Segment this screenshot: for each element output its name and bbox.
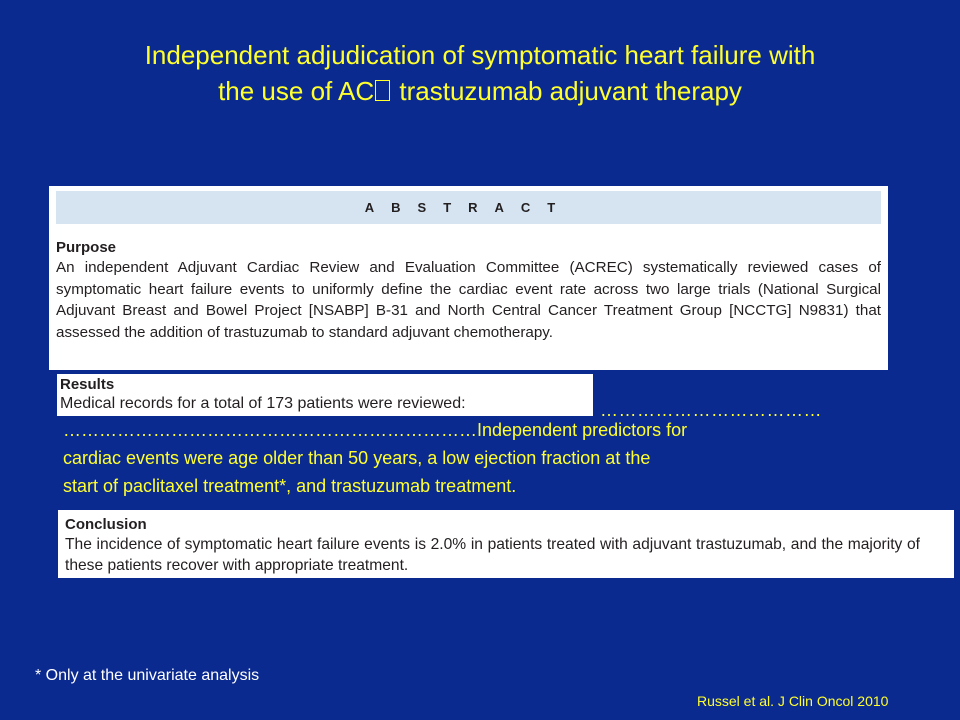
title-line-1: Independent adjudication of symptomatic heart failure with bbox=[144, 40, 816, 70]
findings-line-3: start of paclitaxel treatment*, and trastuzumab treatment. bbox=[63, 476, 517, 496]
findings-line-1-text: Independent predictors for bbox=[477, 420, 688, 440]
title-line-2 bbox=[20, 73, 940, 109]
title-line-2-start: the use of AC bbox=[218, 76, 375, 106]
slide-title bbox=[20, 37, 940, 109]
box-glyph-icon bbox=[375, 80, 390, 101]
purpose-text: An independent Adjuvant Cardiac Review and Evaluation Committee (ACREC) systematically reviewed cases of symptomatic heart failure events to uniformly define the cardiac event rate across two large trials (National Surgical Adjuvant Breast and Bowel Project [NSABP] B-31 and North Central Cancer Treatment Group [NCCTG] N9831) that assessed the addition of trastuzumab to standard adjuvant chemotherapy. bbox=[56, 259, 881, 341]
abstract-excerpt bbox=[49, 186, 888, 370]
citation: Russel et al. J Clin Oncol 2010 bbox=[697, 693, 889, 709]
conclusion-excerpt bbox=[58, 510, 954, 578]
purpose-heading: Purpose bbox=[56, 239, 117, 256]
footnote: * Only at the univariate analysis bbox=[35, 667, 260, 684]
results-text: Medical records for a total of 173 patients were reviewed: bbox=[60, 395, 466, 412]
conclusion-heading: Conclusion bbox=[65, 516, 147, 533]
findings-line-2: cardiac events were age older than 50 years, a low ejection fraction at the bbox=[63, 448, 651, 468]
results-excerpt bbox=[57, 374, 593, 416]
title-line-2-end: trastuzumab adjuvant therapy bbox=[392, 76, 742, 106]
results-heading: Results bbox=[60, 376, 115, 393]
omitted-text-dots: ……………………………… bbox=[600, 400, 822, 420]
abstract-header-band: ABSTRACT bbox=[56, 191, 881, 224]
conclusion-text: The incidence of symptomatic heart failure events is 2.0% in patients treated with adjuvant trastuzumab, and the majority of these patients recover with appropriate treatment. bbox=[65, 536, 920, 574]
omitted-text-dots-2: …………………………………………………………… bbox=[63, 420, 477, 440]
findings-line-1 bbox=[63, 418, 687, 442]
